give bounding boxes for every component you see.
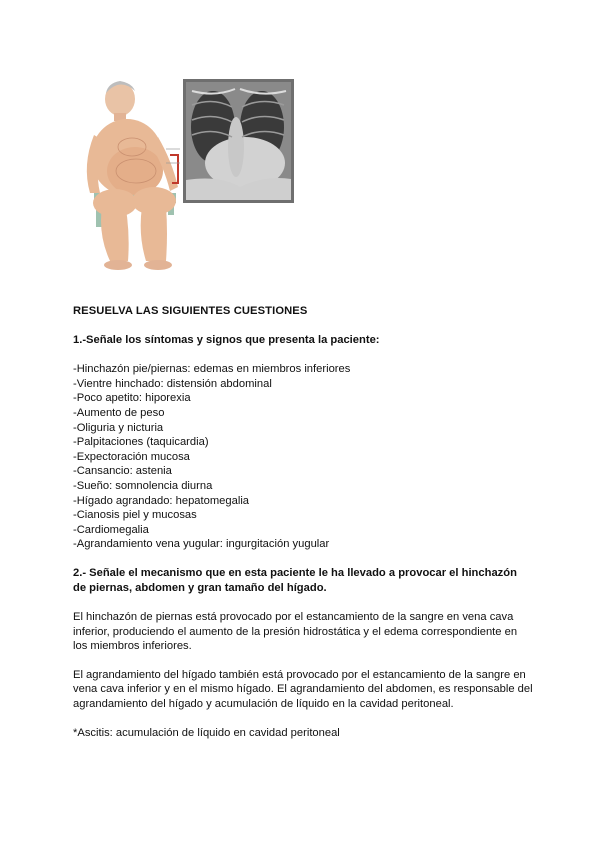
list-item: -Hígado agrandado: hepatomegalia (73, 494, 250, 507)
figure-illustration (80, 75, 298, 271)
list-item: -Palpitaciones (taquicardia) (73, 436, 209, 449)
answer-paragraph-1: El hinchazón de piernas está provocado por el estancamiento de la sangre en vena cava inferior, produciendo el aumento de la presión hidrostática y el edema correspondiente en los miembros inferiores. (73, 611, 518, 653)
chest-xray (183, 79, 294, 203)
list-item: -Hinchazón pie/piernas: edemas en miembros inferiores (73, 363, 351, 376)
list-item: -Agrandamiento vena yugular: ingurgitación yugular (73, 538, 330, 551)
list-item: -Oliguria y nicturia (73, 421, 164, 434)
page-title: RESUELVA LAS SIGUIENTES CUESTIONES (73, 305, 308, 317)
list-item: -Expectoración mucosa (73, 450, 190, 463)
list-item: -Poco apetito: hiporexia (73, 392, 191, 405)
answer-paragraph-2: El agrandamiento del hígado también está provocado por el estancamiento de la sangre en vena cava inferior y en el mismo hígado. El agrandamiento del abdomen, es responsable del agrandamiento del hígado y acumulación de líquido en la cavidad peritoneal. (73, 668, 533, 711)
symptoms-list (73, 362, 533, 552)
question-1: 1.-Señale los síntomas y signos que presenta la paciente: (73, 333, 380, 346)
list-item: -Aumento de peso (73, 406, 165, 419)
document-body (73, 304, 533, 754)
list-item: -Sueño: somnolencia diurna (73, 479, 213, 492)
list-item: -Cianosis piel y mucosas (73, 509, 197, 522)
medical-figure (80, 75, 298, 271)
footnote: *Ascitis: acumulación de líquido en cavidad peritoneal (73, 726, 340, 739)
list-item: -Vientre hinchado: distensión abdominal (73, 377, 272, 390)
question-2: 2.- Señale el mecanismo que en esta paciente le ha llevado a provocar el hinchazón de piernas, abdomen y gran tamaño del hígado. (73, 566, 517, 594)
list-item: -Cansancio: astenia (73, 465, 172, 478)
list-item: -Cardiomegalia (73, 523, 149, 536)
